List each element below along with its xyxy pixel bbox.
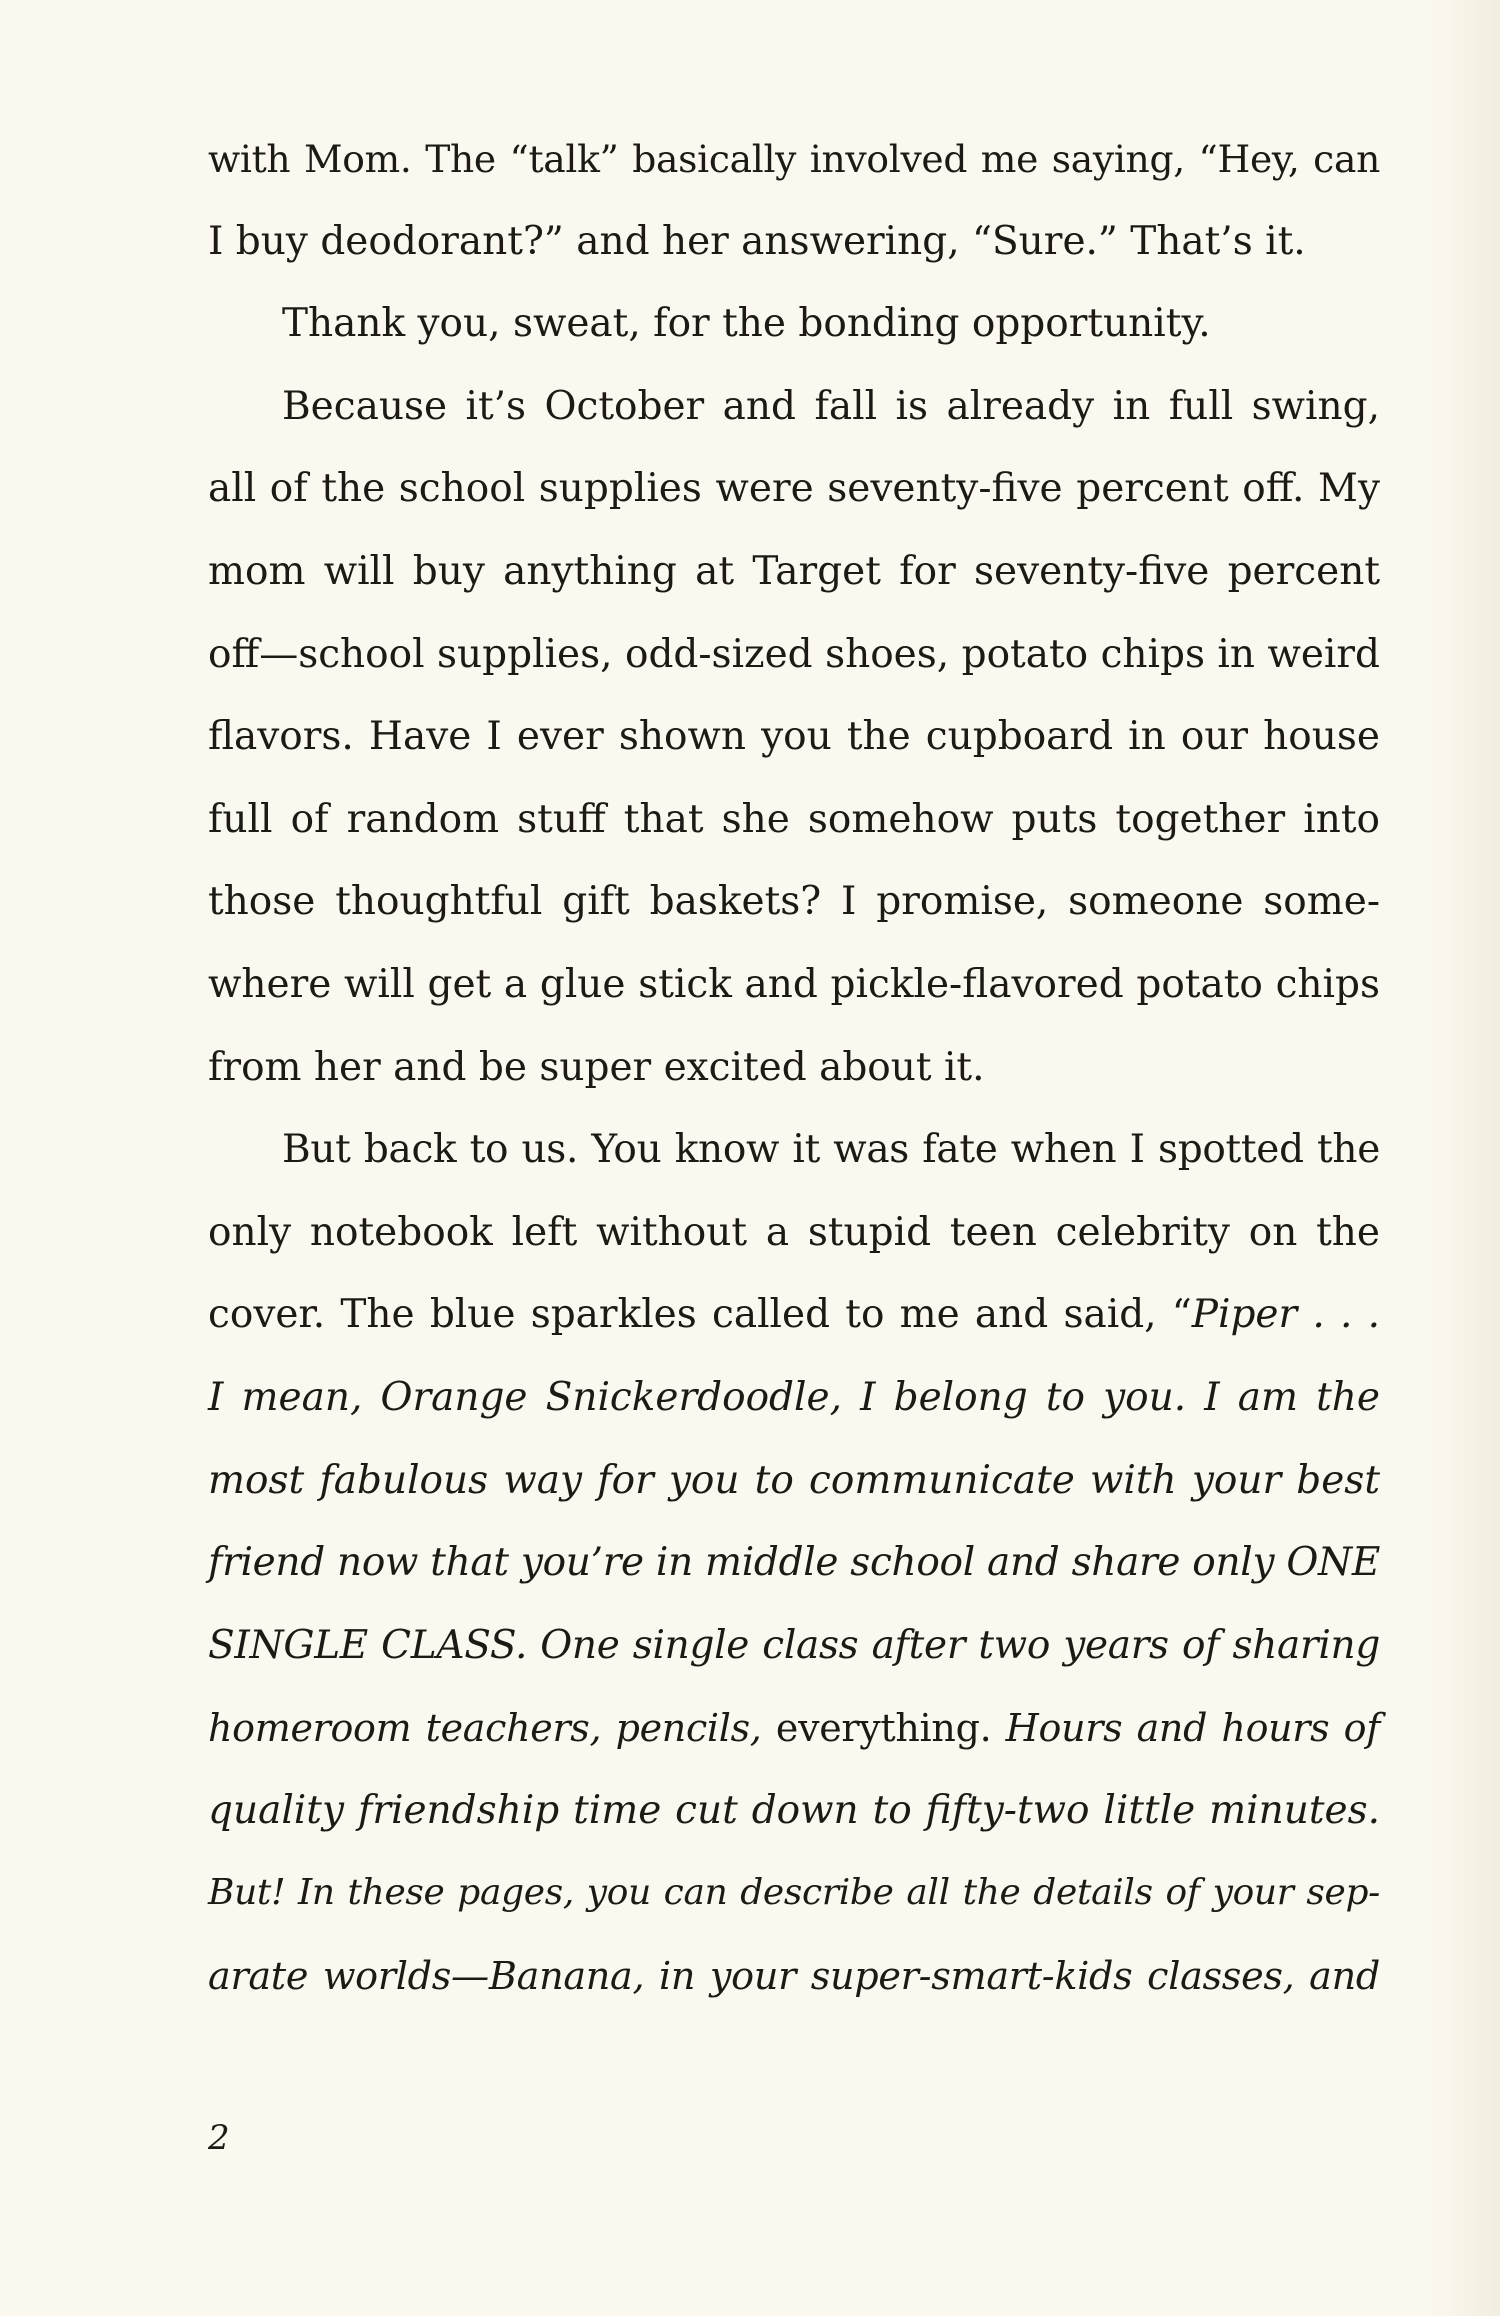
- text-run: I buy deodorant?” and her answering, “Sure.” That’s it.: [208, 218, 1306, 264]
- text-line: [208, 1109, 1380, 1192]
- page-edge-shading: [1430, 0, 1500, 2316]
- text-line: [208, 531, 1380, 614]
- text-run: Thank you, sweat, for the bonding opportunity.: [282, 301, 1211, 347]
- text-run: where will get a glue stick and pickle-flavored potato chips: [208, 961, 1380, 1007]
- text-line: [208, 201, 1380, 284]
- text-run: from her and be super excited about it.: [208, 1044, 985, 1090]
- text-line: [208, 1687, 1380, 1770]
- text-run: friend now that you’re in middle school and share only ONE: [208, 1540, 1380, 1586]
- text-run: mom will buy anything at Target for seventy-five percent: [208, 548, 1380, 594]
- text-line: [208, 448, 1380, 531]
- text-line: [208, 779, 1380, 862]
- text-run: Hours and hours of: [1005, 1706, 1380, 1751]
- text-run: quality friendship time cut down to fifty-two little minutes.: [208, 1787, 1380, 1833]
- text-run: everything.: [775, 1706, 1006, 1751]
- text-line: [208, 944, 1380, 1027]
- text-run: arate worlds—Banana, in your super-smart-kids classes, and: [208, 1954, 1380, 1999]
- text-line: [208, 1935, 1380, 2018]
- text-line: [208, 1852, 1380, 1935]
- text-line: [208, 1605, 1380, 1688]
- text-run: most fabulous way for you to communicate with your best: [208, 1457, 1380, 1503]
- text-run: full of random stuff that she somehow puts together into: [208, 796, 1380, 842]
- page-number: 2: [208, 2118, 230, 2158]
- text-run: with Mom. The “talk” basically involved me saying, “Hey, can: [208, 137, 1380, 181]
- text-run: those thoughtful gift baskets? I promise, someone some-: [208, 879, 1380, 925]
- text-run: homeroom teachers, pencils,: [208, 1706, 776, 1751]
- text-line: [208, 614, 1380, 697]
- text-line: [208, 1027, 1380, 1110]
- text-run: SINGLE CLASS. One single class after two years of sharing: [208, 1622, 1380, 1668]
- text-line: [208, 696, 1380, 779]
- text-run: only notebook left without a stupid teen celebrity on the: [208, 1209, 1380, 1255]
- text-run: But! In these pages, you can describe all the details of your sep-: [208, 1872, 1380, 1914]
- body-text: [208, 118, 1380, 2018]
- text-run: But back to us. You know it was fate when I spotted the: [282, 1127, 1380, 1173]
- text-line: [208, 861, 1380, 944]
- text-line: [208, 1770, 1380, 1853]
- text-run: Piper . . .: [1191, 1292, 1380, 1338]
- text-line: [208, 283, 1380, 366]
- text-run: Because it’s October and fall is already in full swing,: [282, 383, 1380, 429]
- text-run: all of the school supplies were seventy-five percent off. My: [208, 466, 1380, 512]
- text-line: [208, 1274, 1380, 1357]
- text-line: [208, 118, 1380, 201]
- text-line: [208, 1440, 1380, 1523]
- text-line: [208, 366, 1380, 449]
- text-run: I mean, Orange Snickerdoodle, I belong to you. I am the: [208, 1374, 1380, 1420]
- text-run: cover. The blue sparkles called to me and said, “: [208, 1292, 1192, 1338]
- text-line: [208, 1357, 1380, 1440]
- text-run: off—school supplies, odd-sized shoes, potato chips in weird: [208, 631, 1380, 677]
- text-run: flavors. Have I ever shown you the cupboard in our house: [208, 714, 1380, 760]
- text-line: [208, 1192, 1380, 1275]
- text-line: [208, 1522, 1380, 1605]
